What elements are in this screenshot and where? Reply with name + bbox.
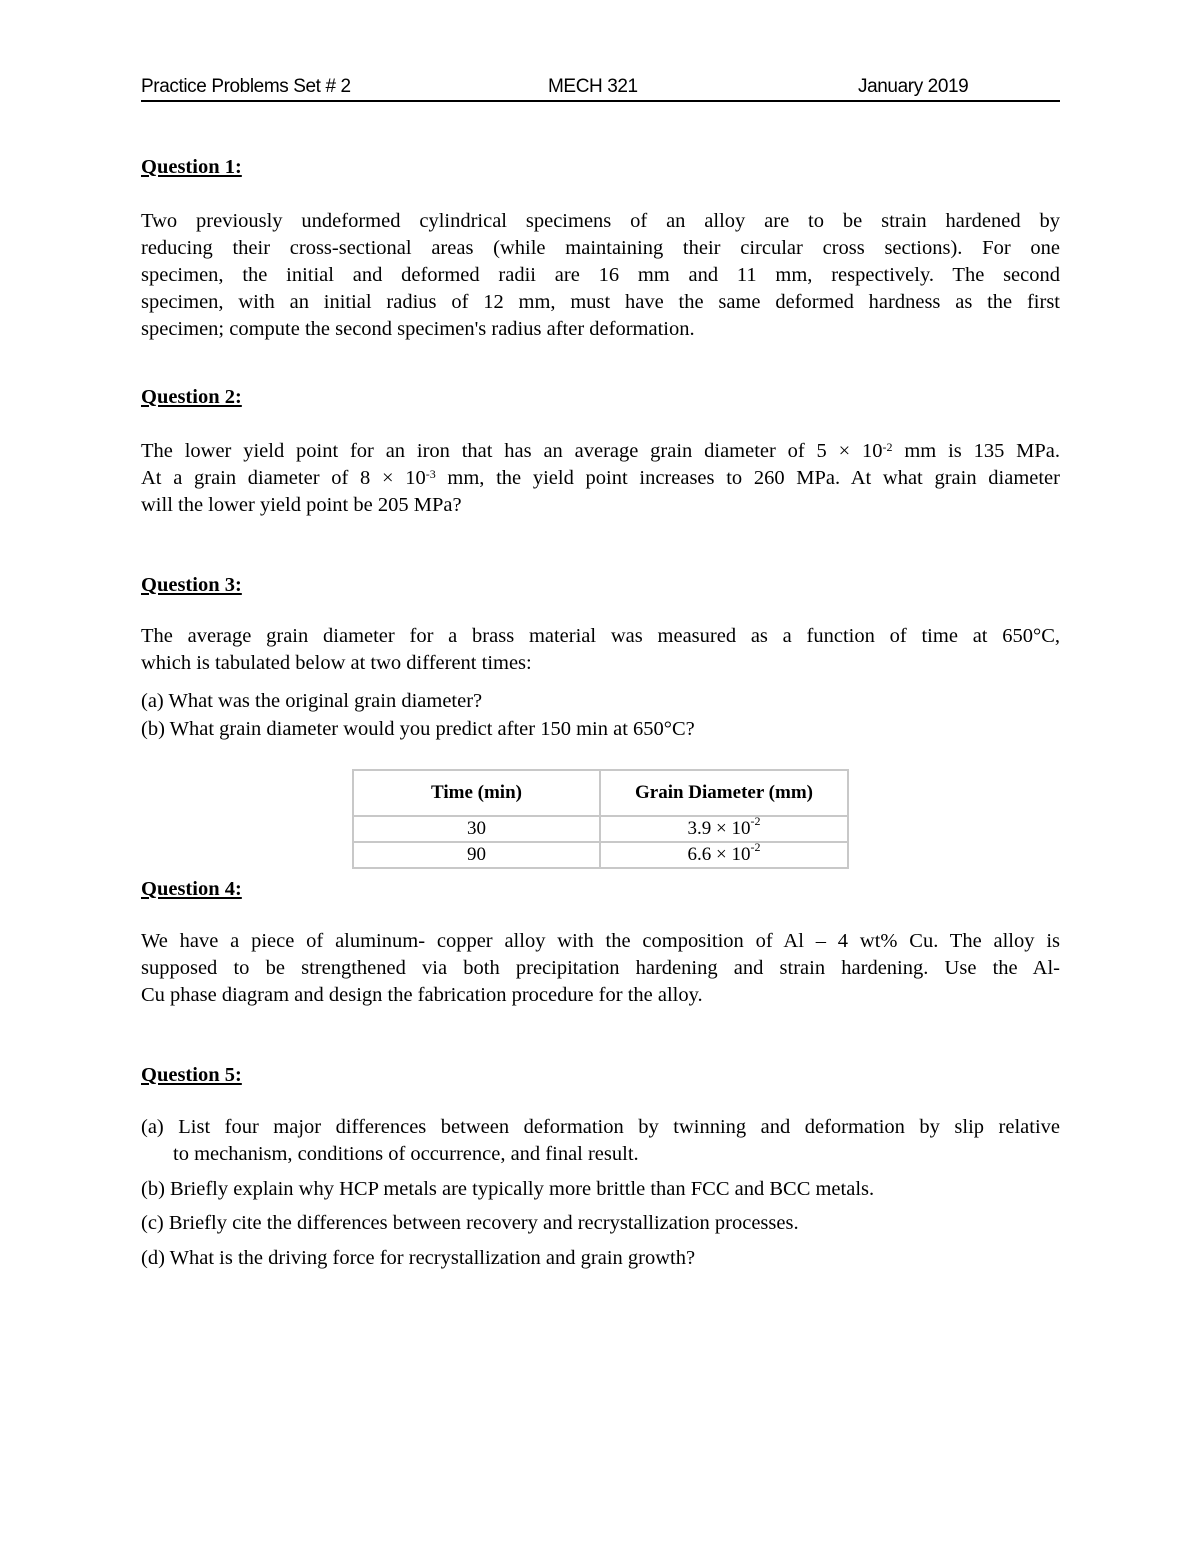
question-3-heading: Question 3:	[141, 574, 242, 596]
table-row	[353, 842, 848, 868]
question-4-line: We have a piece of aluminum- copper alloy with the composition of Al – 4 wt% Cu. The alloy is	[141, 930, 1060, 952]
exponent: -2	[750, 840, 761, 854]
table-cell-diameter	[600, 842, 848, 868]
question-2-text: mm is 135 MPa.	[892, 440, 1061, 462]
question-1-line: specimen, the initial and deformed radii are 16 mm and 11 mm, respectively. The second	[141, 264, 1060, 286]
table-header-row	[353, 770, 848, 816]
table-cell-diameter	[600, 816, 848, 842]
diameter-value: 6.6 × 10	[687, 844, 751, 865]
question-3-line: The average grain diameter for a brass material was measured as a function of time at 650°C,	[141, 625, 1060, 647]
table-header-time: Time (min)	[353, 770, 600, 816]
question-3-part-b: (b) What grain diameter would you predict after 150 min at 650°C?	[141, 718, 695, 740]
question-3-part-a: (a) What was the original grain diameter?	[141, 690, 483, 712]
header-date: January 2019	[858, 76, 969, 97]
question-2-text: At a grain diameter of 8 × 10	[141, 467, 426, 489]
question-4-heading: Question 4:	[141, 878, 242, 900]
table-cell-time: 90	[353, 842, 600, 868]
table-row	[353, 816, 848, 842]
exponent: -3	[425, 467, 436, 481]
question-1-line: specimen, with an initial radius of 12 mm, must have the same deformed hardness as the first	[141, 291, 1060, 313]
exponent: -2	[882, 440, 893, 454]
question-5-part-d: (d) What is the driving force for recrystallization and grain growth?	[141, 1247, 696, 1269]
question-5-part-c: (c) Briefly cite the differences between recovery and recrystallization processes.	[141, 1212, 799, 1234]
question-2-text: The lower yield point for an iron that has an average grain diameter of 5 × 10	[141, 440, 883, 462]
question-2-line	[141, 438, 1060, 465]
question-2-line	[141, 465, 1060, 492]
table-header-diameter: Grain Diameter (mm)	[600, 770, 848, 816]
header-divider	[141, 100, 1060, 102]
question-3-line: which is tabulated below at two different times:	[141, 652, 532, 674]
diameter-value: 3.9 × 10	[687, 818, 751, 839]
question-1-line: Two previously undeformed cylindrical specimens of an alloy are to be strain hardened by	[141, 210, 1060, 232]
question-2-line: will the lower yield point be 205 MPa?	[141, 494, 462, 516]
question-5-heading: Question 5:	[141, 1064, 242, 1086]
header-course-code: MECH 321	[548, 76, 638, 97]
question-1-heading: Question 1:	[141, 156, 242, 178]
table-cell-time: 30	[353, 816, 600, 842]
question-1-line: reducing their cross-sectional areas (while maintaining their circular cross sections). For one	[141, 237, 1060, 259]
question-2-heading: Question 2:	[141, 386, 242, 408]
question-5-part-a-continued: to mechanism, conditions of occurrence, and final result.	[173, 1143, 639, 1165]
question-5-part-b: (b) Briefly explain why HCP metals are typically more brittle than FCC and BCC metals.	[141, 1178, 875, 1200]
grain-diameter-table	[352, 769, 849, 869]
question-4-line: Cu phase diagram and design the fabrication procedure for the alloy.	[141, 984, 703, 1006]
question-4-line: supposed to be strengthened via both precipitation hardening and strain hardening. Use the Al-	[141, 957, 1060, 979]
question-1-line: specimen; compute the second specimen's radius after deformation.	[141, 318, 695, 340]
header-course-set: Practice Problems Set # 2	[141, 76, 351, 97]
question-2-text: mm, the yield point increases to 260 MPa. At what grain diameter	[435, 467, 1060, 489]
question-5-part-a: (a) List four major differences between deformation by twinning and deformation by slip relative	[141, 1116, 1060, 1138]
exponent: -2	[750, 814, 761, 828]
